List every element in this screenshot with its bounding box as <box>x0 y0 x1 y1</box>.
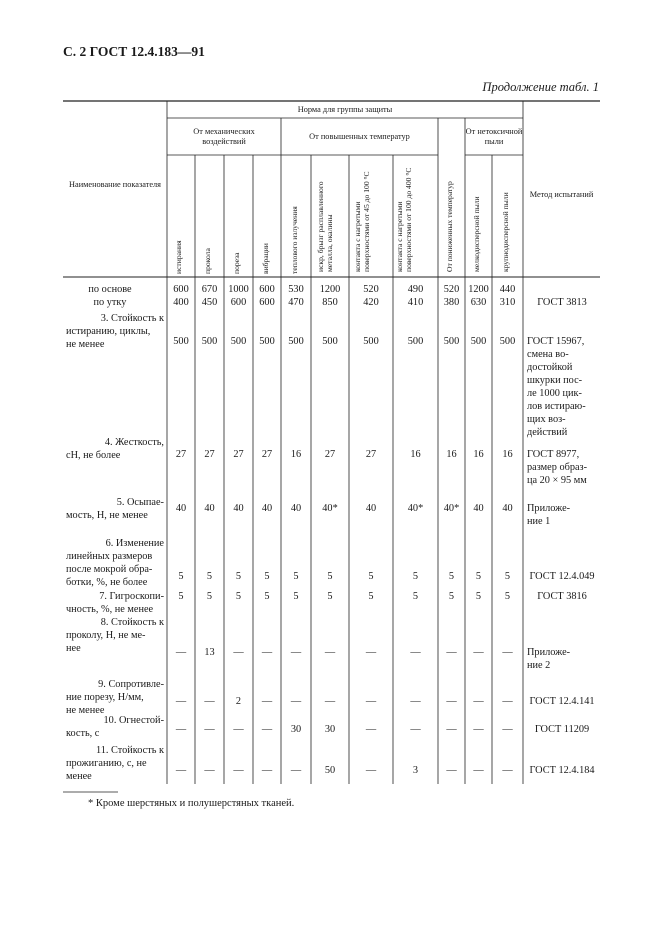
table-cell: 490 <box>407 284 424 295</box>
row-name-line: сН, не более <box>66 450 121 461</box>
table-cell: 5 <box>475 571 482 582</box>
table-cell: — <box>290 765 302 776</box>
table-cell: — <box>365 647 377 658</box>
table-cell: 600 <box>230 297 247 308</box>
table-cell: 40 <box>290 503 302 514</box>
table-cell: — <box>204 696 215 707</box>
table-cell: 500 <box>322 336 338 347</box>
table-cell: 16 <box>410 449 421 460</box>
row-method-line: ние 2 <box>527 660 551 671</box>
table-cell: 500 <box>259 336 275 347</box>
table-cell: 40 <box>175 503 187 514</box>
table-cell: — <box>365 696 377 707</box>
row-method-line: ние 1 <box>527 516 551 527</box>
table-cell: — <box>290 696 302 707</box>
row-name-line: по утку <box>93 297 127 308</box>
table-cell: — <box>261 724 273 735</box>
row-name-line: 11. Стойкость к <box>95 745 164 756</box>
table-cell: 5 <box>412 571 419 582</box>
row-name-line: линейных размеров <box>66 551 153 562</box>
table-cell: — <box>290 647 302 658</box>
header-col-sparks: искр, брызг расплавленного металла, окалины <box>316 181 334 272</box>
table-cell: — <box>446 647 457 658</box>
table-cell: 500 <box>407 336 424 347</box>
row-method-line: шкурки пос- <box>527 375 583 386</box>
table-cell: 5 <box>504 571 511 582</box>
row-method-line: ца 20 × 95 мм <box>527 475 587 486</box>
table-cell: 5 <box>235 571 242 582</box>
table-cell: 2 <box>235 696 242 707</box>
row-method-line: ГОСТ 12.4.141 <box>529 696 595 707</box>
table-cell: — <box>324 647 336 658</box>
page-title: С. 2 ГОСТ 12.4.183—91 <box>63 44 205 59</box>
header-col-fine-dust: мелкодисперсной пыли <box>472 196 481 272</box>
table-cell: — <box>502 724 513 735</box>
table-cell: 450 <box>201 297 218 308</box>
table-cell: 16 <box>473 449 484 460</box>
header-norm-group: Норма для группы защиты <box>297 105 393 115</box>
table-cell: 500 <box>443 336 460 347</box>
table-cell: 5 <box>327 571 333 582</box>
table-cell: 27 <box>204 449 215 460</box>
table-cell: 40 <box>233 503 244 514</box>
table-cell: 16 <box>446 449 457 460</box>
table-cell: 5 <box>264 591 270 602</box>
table-cell: 40 <box>473 503 484 514</box>
table-cell: 500 <box>363 336 379 347</box>
table-cell: — <box>446 696 457 707</box>
row-method-line: ГОСТ 3813 <box>537 297 587 308</box>
table-cell: 3 <box>412 765 419 776</box>
row-method-line: смена во- <box>527 349 569 360</box>
table-cell: 5 <box>235 591 242 602</box>
row-method-line: ГОСТ 8977, <box>527 449 580 460</box>
table-cell: 40* <box>407 503 424 514</box>
row-method-line: действий <box>527 427 568 438</box>
row-name-line: ние порезу, Н/мм, <box>66 692 144 703</box>
table-cell: — <box>446 765 457 776</box>
header-col-vibration: вибрации <box>261 243 270 274</box>
row-method-line: ГОСТ 12.4.049 <box>529 571 595 582</box>
table-cell: 600 <box>259 284 275 295</box>
table-cell: 40 <box>261 503 273 514</box>
table-cell: — <box>175 765 187 776</box>
row-name-line: чность, %, не менее <box>66 604 154 615</box>
table-cell: 5 <box>475 591 482 602</box>
table-cell: 30 <box>290 724 302 735</box>
table-cell: — <box>233 765 244 776</box>
table-cell: — <box>473 647 484 658</box>
row-name-line: нее <box>66 643 81 654</box>
table-cell: 27 <box>175 449 187 460</box>
table-cell: 380 <box>443 297 460 308</box>
header-col-coarse-dust: крупнодисперсной пыли <box>501 192 510 272</box>
table-cell: 520 <box>363 284 379 295</box>
table-cell: 520 <box>443 284 460 295</box>
table-cell: — <box>410 696 421 707</box>
table-cell: 27 <box>233 449 244 460</box>
table-cell: — <box>502 647 513 658</box>
row-method-line: лов истираю- <box>527 401 586 412</box>
row-method-line: ГОСТ 3816 <box>537 591 587 602</box>
header-mechanical-group: От механических воздействий <box>193 127 255 146</box>
table-cell: — <box>365 724 377 735</box>
table-cell: 5 <box>368 571 374 582</box>
table-cell: 530 <box>288 284 304 295</box>
header-col-abrasion: истирания <box>174 240 183 274</box>
table-cell: 5 <box>178 571 184 582</box>
table-cell: 500 <box>499 336 516 347</box>
table-cell: — <box>410 647 421 658</box>
header-col-heat-radiation: теплового излучения <box>290 206 299 274</box>
table-cell: 27 <box>365 449 377 460</box>
table-cell: 27 <box>324 449 336 460</box>
table-cell: 500 <box>173 336 189 347</box>
row-name-line: 6. Изменение <box>105 538 164 549</box>
table-cell: — <box>502 696 513 707</box>
table-cell: 500 <box>230 336 247 347</box>
table-cell: 5 <box>504 591 511 602</box>
table-cell: 500 <box>201 336 218 347</box>
table-cell: — <box>502 765 513 776</box>
table-cell: — <box>410 724 421 735</box>
row-method-line: размер образ- <box>527 462 588 473</box>
header-method: Метод испытаний <box>529 190 594 200</box>
row-name-line: менее <box>66 771 92 782</box>
row-name-line: кость, с <box>66 728 100 739</box>
row-name-line: 5. Осыпае- <box>116 497 164 508</box>
row-method-line: Приложе- <box>527 647 571 658</box>
table-cell: 410 <box>407 297 424 308</box>
table-cell: — <box>365 765 377 776</box>
table-cell: 40 <box>502 503 513 514</box>
table-cell: 600 <box>259 297 275 308</box>
table-cell: 5 <box>264 571 270 582</box>
row-name-line: 7. Гигроскопи- <box>99 591 164 602</box>
table-cell: 600 <box>173 284 189 295</box>
table-cell: 13 <box>204 647 215 658</box>
header-col-contact-100-400: контакта с нагретыми поверхностями от 100 до 400 °С <box>395 167 413 272</box>
table-cell: — <box>233 647 244 658</box>
header-heat-group: От повышенных температур <box>309 132 410 142</box>
row-method-line: щих воз- <box>527 414 566 425</box>
table-cell: — <box>473 696 484 707</box>
header-col-low-temp: От пониженных температур <box>445 181 454 272</box>
table-cell: 500 <box>470 336 487 347</box>
row-name-line: 3. Стойкость к <box>100 313 164 324</box>
table-cell: 5 <box>412 591 419 602</box>
row-method-line: ГОСТ 12.4.184 <box>529 765 595 776</box>
table-cell: — <box>175 724 187 735</box>
table-cell: 40 <box>365 503 377 514</box>
table-cell: — <box>175 696 187 707</box>
table-cell: — <box>175 647 187 658</box>
header-col-contact-45-100: контакта с нагретыми поверхностями от 45 до 100 °С <box>353 171 371 272</box>
table-cell: 40 <box>204 503 215 514</box>
row-name-line: по основе <box>88 284 132 295</box>
table-cell: — <box>204 765 215 776</box>
row-method-line: достойкой <box>527 362 573 373</box>
table-cell: 5 <box>293 591 299 602</box>
row-method-line: ГОСТ 15967, <box>527 336 585 347</box>
row-method-line: ГОСТ 11209 <box>534 724 590 735</box>
table-cell: 16 <box>502 449 513 460</box>
table-cell: — <box>261 647 273 658</box>
table-cell: 500 <box>288 336 304 347</box>
row-name-line: прожиганию, с, не <box>66 758 147 769</box>
table-cell: — <box>446 724 457 735</box>
header-col-puncture: прокола <box>203 248 212 274</box>
table-cell: 50 <box>324 765 336 776</box>
table-cell: 40* <box>443 503 460 514</box>
table-cell: — <box>261 765 273 776</box>
table-cell: 16 <box>290 449 302 460</box>
table-cell: 5 <box>327 591 333 602</box>
row-name-line: истиранию, циклы, <box>66 326 151 337</box>
row-name-line: не менее <box>66 705 105 716</box>
row-name-line: ботки, %, не более <box>66 577 148 588</box>
table-cell: 5 <box>368 591 374 602</box>
row-name-line: 4. Жесткость, <box>104 437 164 448</box>
header-dust-group: От нетоксичной пыли <box>465 127 523 146</box>
table-cell: — <box>473 724 484 735</box>
table-cell: 310 <box>499 297 516 308</box>
table-cell: 5 <box>448 571 455 582</box>
row-name-line: 10. Огнестой- <box>103 715 164 726</box>
table-cell: — <box>204 724 215 735</box>
table-cell: 400 <box>173 297 189 308</box>
table-cell: — <box>473 765 484 776</box>
row-method-line: ле 1000 цик- <box>527 388 582 399</box>
row-name-line: мость, Н, не менее <box>66 510 148 521</box>
table-cell: 40* <box>322 503 338 514</box>
table-cell: — <box>233 724 244 735</box>
table-continuation-label: Продолжение табл. 1 <box>482 80 599 94</box>
table-cell: 850 <box>322 297 338 308</box>
row-name-line: не менее <box>66 339 105 350</box>
table-cell: 670 <box>201 284 218 295</box>
table-cell: 1200 <box>468 284 489 295</box>
footnote: * Кроме шерстяных и полушерстяных тканей. <box>88 798 295 809</box>
table-cell: 1000 <box>228 284 249 295</box>
table-cell: 5 <box>206 591 213 602</box>
table-cell: — <box>261 696 273 707</box>
table-cell: — <box>324 696 336 707</box>
table-cell: 27 <box>261 449 273 460</box>
table-cell: 440 <box>499 284 516 295</box>
table-cell: 30 <box>324 724 336 735</box>
table-cell: 5 <box>448 591 455 602</box>
table-cell: 630 <box>470 297 487 308</box>
table-cell: 470 <box>288 297 304 308</box>
row-name-line: проколу, Н, не ме- <box>66 630 146 641</box>
table-cell: 5 <box>293 571 299 582</box>
table-cell: 5 <box>178 591 184 602</box>
table-cell: 420 <box>363 297 379 308</box>
header-col-cut: пореза <box>232 252 241 274</box>
row-method-line: Приложе- <box>527 503 571 514</box>
row-name-line: 9. Сопротивле- <box>98 679 164 690</box>
header-name-column: Наименование показателя <box>69 180 161 190</box>
row-name-line: после мокрой обра- <box>66 564 153 575</box>
table-cell: 5 <box>206 571 213 582</box>
row-name-line: 8. Стойкость к <box>100 617 164 628</box>
table-cell: 1200 <box>319 284 341 295</box>
